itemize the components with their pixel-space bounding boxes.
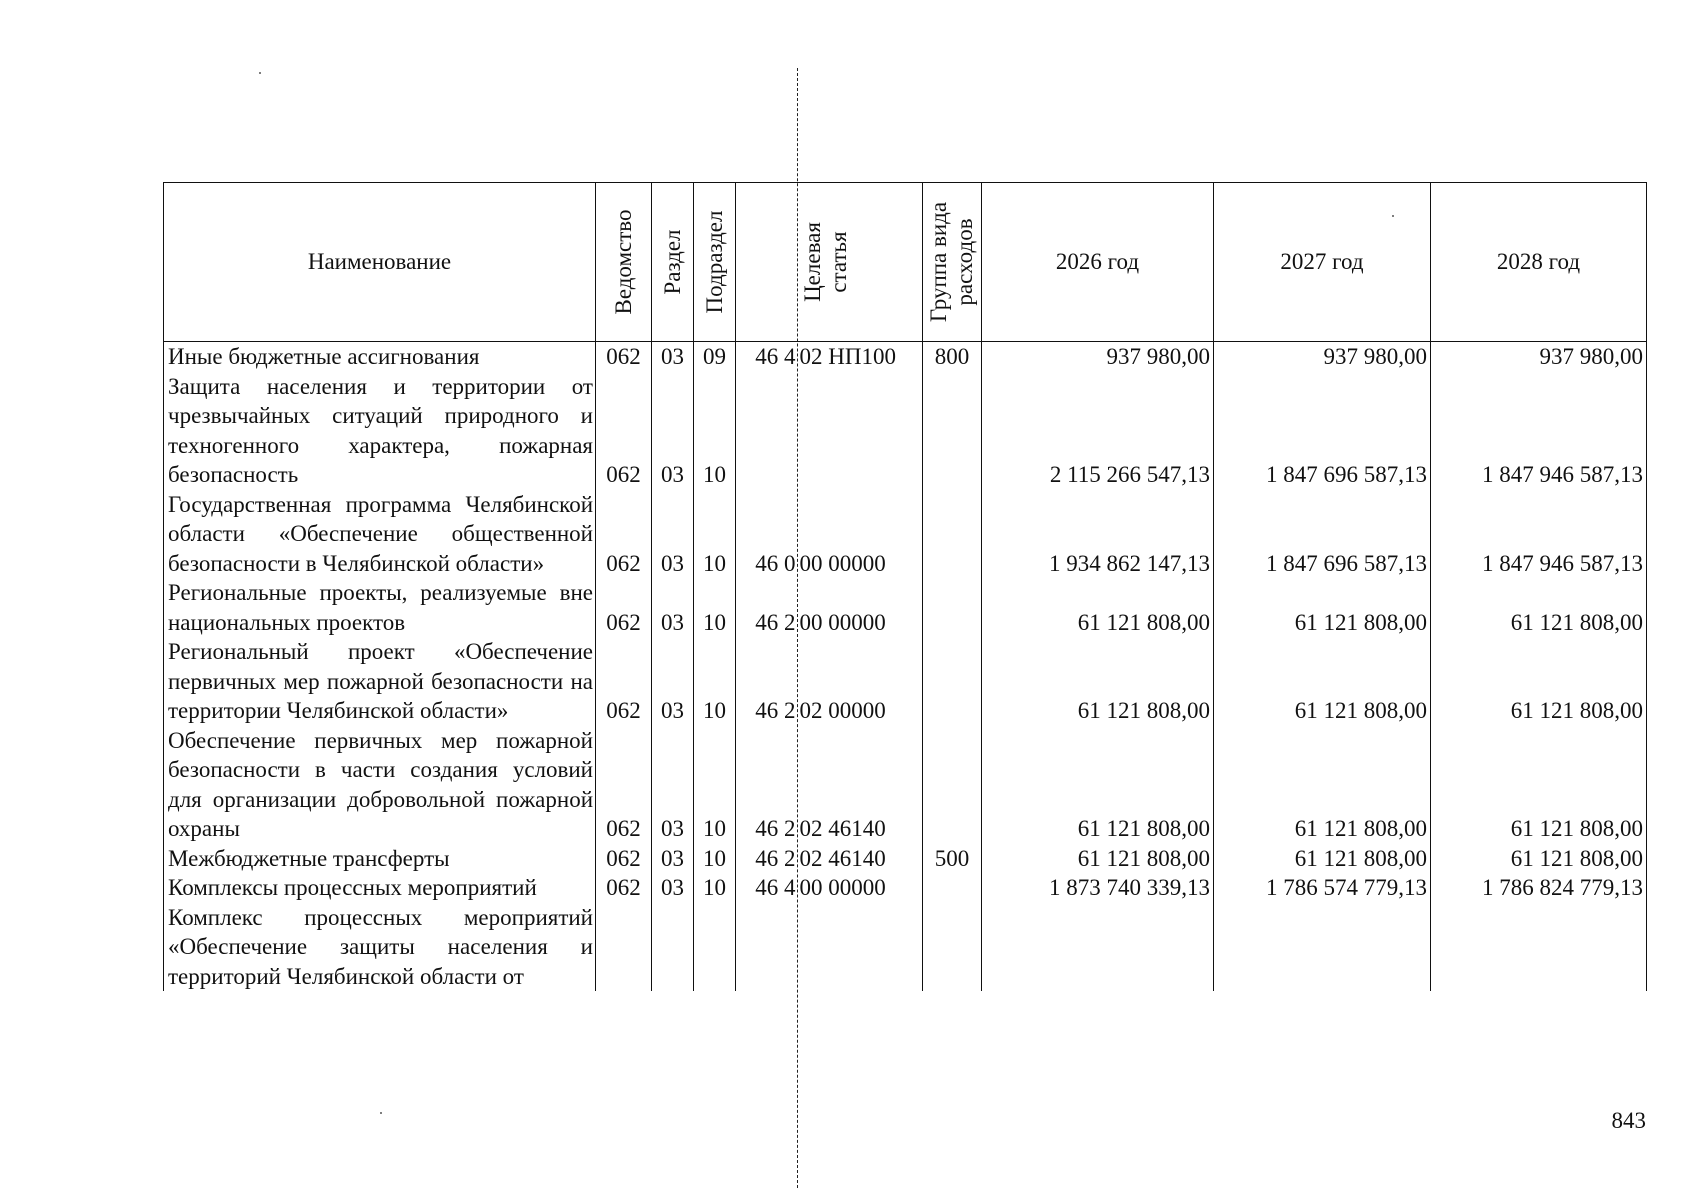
row-amount-2026: 61 121 808,00 (982, 844, 1214, 874)
row-name: Комплексы процессных мероприятий (164, 873, 596, 903)
header-name: Наименование (164, 183, 596, 342)
row-razdel: 03 (652, 578, 694, 637)
row-razdel: 03 (652, 637, 694, 726)
row-name: Межбюджетные трансферты (164, 844, 596, 874)
row-vedomstvo: 062 (596, 726, 652, 844)
table-row (164, 372, 1647, 490)
header-podrazdel: Подраздел (694, 183, 736, 342)
row-gruppa (923, 637, 982, 726)
row-podrazdel: 10 (694, 372, 736, 490)
row-celevaya-prefix: 46 2 (736, 844, 798, 874)
row-gruppa (923, 372, 982, 490)
table-row (164, 637, 1647, 726)
row-amount-2027 (1214, 903, 1431, 992)
row-podrazdel: 10 (694, 726, 736, 844)
row-amount-2028: 1 847 946 587,13 (1431, 372, 1647, 490)
row-amount-2026: 2 115 266 547,13 (982, 372, 1214, 490)
row-amount-2028: 1 786 824 779,13 (1431, 873, 1647, 903)
header-gruppa: Группа вида расходов (923, 183, 982, 342)
row-amount-2027: 937 980,00 (1214, 342, 1431, 372)
row-vedomstvo: 062 (596, 578, 652, 637)
row-gruppa (923, 873, 982, 903)
row-gruppa (923, 490, 982, 579)
row-celevaya-code: 00 00000 (798, 873, 923, 903)
row-podrazdel: 10 (694, 873, 736, 903)
row-celevaya-prefix: 46 0 (736, 490, 798, 579)
row-amount-2028: 937 980,00 (1431, 342, 1647, 372)
header-2026: 2026 год (982, 183, 1214, 342)
row-gruppa (923, 903, 982, 992)
header-celevaya-left (736, 183, 798, 342)
row-vedomstvo: 062 (596, 844, 652, 874)
row-celevaya-prefix: 46 4 (736, 873, 798, 903)
row-razdel: 03 (652, 726, 694, 844)
row-celevaya-code: 00 00000 (798, 578, 923, 637)
row-amount-2028: 61 121 808,00 (1431, 578, 1647, 637)
row-razdel: 03 (652, 873, 694, 903)
row-amount-2026 (982, 903, 1214, 992)
row-name: Региональный проект «Обеспечение первичных мер пожарной безопасности на территории Челябинской области» (164, 637, 596, 726)
row-vedomstvo: 062 (596, 372, 652, 490)
row-amount-2027: 1 786 574 779,13 (1214, 873, 1431, 903)
row-celevaya-code: 00 00000 (798, 490, 923, 579)
row-celevaya-prefix: 46 2 (736, 578, 798, 637)
row-podrazdel: 10 (694, 637, 736, 726)
row-vedomstvo (596, 903, 652, 992)
row-celevaya-code (798, 372, 923, 490)
row-razdel (652, 903, 694, 992)
table-header-row (164, 183, 1647, 342)
row-celevaya-code: 02 00000 (798, 637, 923, 726)
table-row (164, 844, 1647, 874)
table-row (164, 578, 1647, 637)
row-amount-2027: 1 847 696 587,13 (1214, 372, 1431, 490)
row-amount-2026: 61 121 808,00 (982, 726, 1214, 844)
row-vedomstvo: 062 (596, 873, 652, 903)
row-razdel: 03 (652, 490, 694, 579)
row-amount-2028: 61 121 808,00 (1431, 726, 1647, 844)
row-gruppa: 800 (923, 342, 982, 372)
row-amount-2028: 61 121 808,00 (1431, 637, 1647, 726)
row-celevaya-code: 02 46140 (798, 726, 923, 844)
row-razdel: 03 (652, 342, 694, 372)
row-gruppa (923, 578, 982, 637)
row-podrazdel (694, 903, 736, 992)
row-podrazdel: 10 (694, 578, 736, 637)
row-gruppa (923, 726, 982, 844)
table-row (164, 903, 1647, 992)
row-gruppa: 500 (923, 844, 982, 874)
scan-speck (259, 72, 261, 74)
row-amount-2027: 61 121 808,00 (1214, 844, 1431, 874)
row-celevaya-prefix: 46 2 (736, 726, 798, 844)
row-celevaya-prefix (736, 372, 798, 490)
row-amount-2027: 61 121 808,00 (1214, 637, 1431, 726)
row-podrazdel: 10 (694, 490, 736, 579)
row-razdel: 03 (652, 844, 694, 874)
row-name: Государственная программа Челябинской области «Обеспечение общественной безопасности в Челябинской области» (164, 490, 596, 579)
row-vedomstvo: 062 (596, 637, 652, 726)
row-amount-2028 (1431, 903, 1647, 992)
table-row (164, 873, 1647, 903)
header-razdel: Раздел (652, 183, 694, 342)
row-celevaya-prefix: 46 2 (736, 637, 798, 726)
row-amount-2028: 61 121 808,00 (1431, 844, 1647, 874)
row-amount-2026: 1 873 740 339,13 (982, 873, 1214, 903)
scan-speck (380, 1112, 382, 1114)
row-amount-2026: 1 934 862 147,13 (982, 490, 1214, 579)
row-celevaya-code (798, 903, 923, 992)
row-name: Обеспечение первичных мер пожарной безопасности в части создания условий для организации добровольной пожарной охраны (164, 726, 596, 844)
row-name: Защита населения и территории от чрезвычайных ситуаций природного и техногенного характера, пожарная безопасность (164, 372, 596, 490)
page-number: 843 (1611, 1108, 1646, 1133)
row-name: Региональные проекты, реализуемые вне национальных проектов (164, 578, 596, 637)
row-amount-2027: 61 121 808,00 (1214, 726, 1431, 844)
row-amount-2028: 1 847 946 587,13 (1431, 490, 1647, 579)
row-name: Комплекс процессных мероприятий «Обеспечение защиты населения и территорий Челябинской области от (164, 903, 596, 992)
row-amount-2026: 61 121 808,00 (982, 637, 1214, 726)
row-amount-2027: 61 121 808,00 (1214, 578, 1431, 637)
budget-table (163, 182, 1647, 991)
row-celevaya-code: 02 46140 (798, 844, 923, 874)
row-podrazdel: 09 (694, 342, 736, 372)
row-amount-2026: 937 980,00 (982, 342, 1214, 372)
row-celevaya-prefix (736, 903, 798, 992)
row-podrazdel: 10 (694, 844, 736, 874)
row-celevaya-code: 02 НП100 (798, 342, 923, 372)
row-amount-2026: 61 121 808,00 (982, 578, 1214, 637)
row-amount-2027: 1 847 696 587,13 (1214, 490, 1431, 579)
row-razdel: 03 (652, 372, 694, 490)
header-2027: 2027 год (1214, 183, 1431, 342)
table-row (164, 342, 1647, 372)
row-vedomstvo: 062 (596, 490, 652, 579)
header-2028: 2028 год (1431, 183, 1647, 342)
header-vedomstvo: Ведомство (596, 183, 652, 342)
row-vedomstvo: 062 (596, 342, 652, 372)
table-row (164, 726, 1647, 844)
header-celevaya: Целевая статья (798, 183, 923, 342)
table-row (164, 490, 1647, 579)
row-celevaya-prefix: 46 4 (736, 342, 798, 372)
row-name: Иные бюджетные ассигнования (164, 342, 596, 372)
